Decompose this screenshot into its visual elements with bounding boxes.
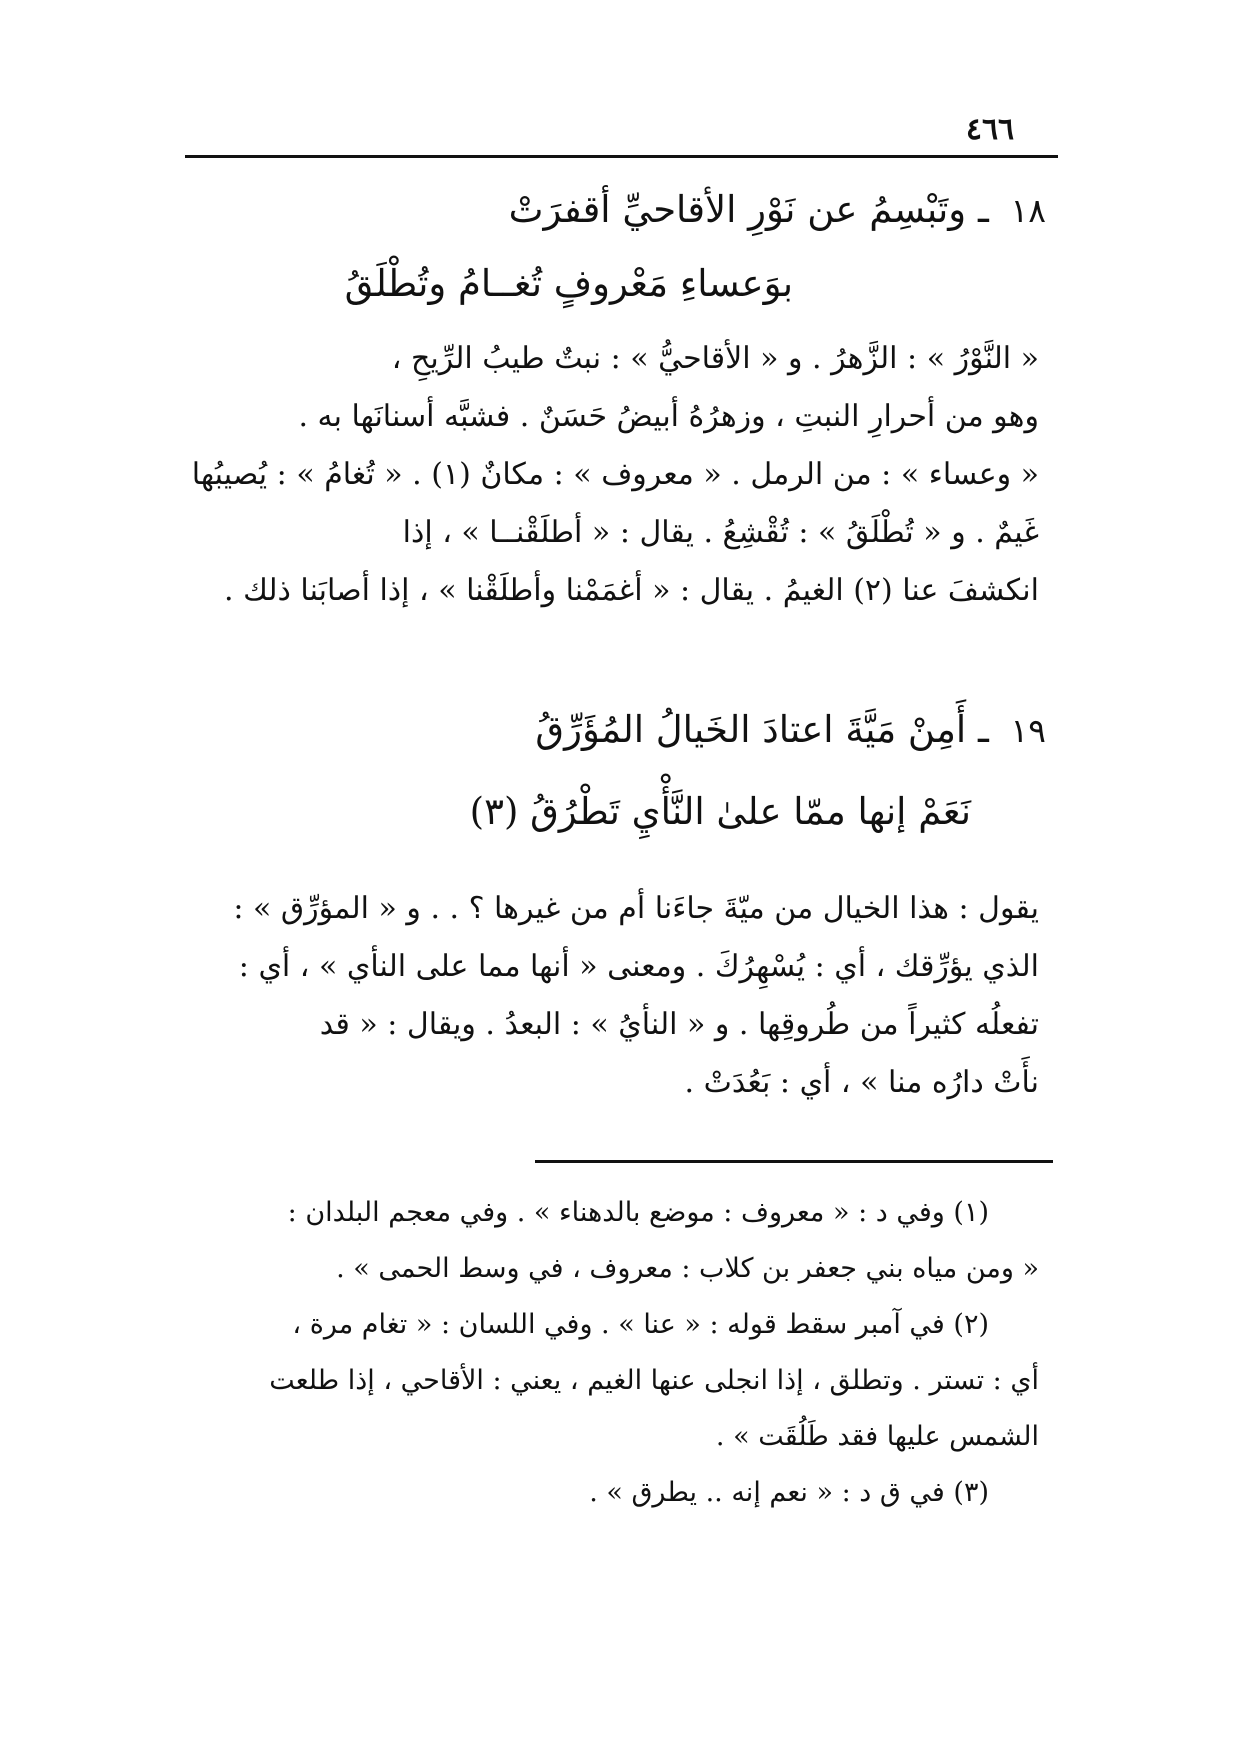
header-rule: [185, 155, 1058, 158]
footnote-line: الشمس عليها فقد طَلُقَت » .: [715, 1421, 1039, 1452]
footnote-1: [182, 1185, 1039, 1297]
verse-number: ١٨: [1010, 191, 1046, 230]
verse-18-line2: بوَعساءِ مَعْروفٍ تُغــامُ وتُطْلَقُ: [344, 262, 793, 305]
commentary-line: وهو من أحرارِ النبتِ ، وزهرُهُ أبيضُ حَسَنٌ . فشبَّه أسنانَها به .: [298, 399, 1039, 434]
commentary-19: [182, 880, 1039, 1112]
footnote-line: (٣) في ق د : « نعم إنه .. يطرق » .: [589, 1477, 989, 1508]
footnote-line: « ومن مياه بني جعفر بن كلاب : معروف ، في وسط الحمى » .: [336, 1253, 1039, 1284]
verse-18-line1: [509, 188, 1046, 231]
footnote-line: (١) وفي د : « معروف : موضع بالدهناء » . وفي معجم البلدان :: [287, 1197, 989, 1228]
verse-dash: ـ: [977, 708, 989, 751]
commentary-line: الذي يؤرِّقك ، أي : يُسْهِرُكَ . ومعنى « أنها مما على النأي » ، أي :: [238, 949, 1039, 984]
footnote-2: [182, 1297, 1039, 1465]
commentary-line: « وعساء » : من الرمل . « معروف » : مكانٌ (١) . « تُغامُ » : يُصيبُها: [191, 457, 1039, 492]
footnote-3: [182, 1465, 1039, 1521]
footnote-line: (٢) في آمبر سقط قوله : « عنا » . وفي اللسان : « تغام مرة ،: [292, 1309, 989, 1340]
footnote-line: أي : تستر . وتطلق ، إذا انجلى عنها الغيم ، يعني : الأقاحي ، إذا طلعت: [269, 1365, 1039, 1396]
footnotes: [182, 1185, 1039, 1521]
verse-dash: ـ: [977, 188, 989, 231]
verse-19-line1: [535, 708, 1046, 751]
page-number: ٤٦٦: [965, 112, 1015, 147]
commentary-18: [182, 330, 1039, 620]
verse-text: أَمِنْ مَيَّةَ اعتادَ الخَيالُ المُؤَرِّقُ: [535, 708, 967, 751]
commentary-line: انكشفَ عنا (٢) الغيمُ . يقال : « أغمَمْنا وأطلَقْنا » ، إذا أصابَنا ذلك .: [224, 573, 1039, 608]
verse-19-line2: نَعَمْ إنها ممّا علىٰ النَّأْيِ تَطْرُقُ (٣): [469, 790, 971, 833]
commentary-line: نأَتْ دارُه منا » ، أي : بَعُدَتْ .: [684, 1065, 1039, 1100]
footnote-rule: [535, 1160, 1053, 1163]
commentary-line: تفعلُه كثيراً من طُروقِها . و « النأيُ » : البعدُ . ويقال : « قد: [319, 1007, 1039, 1042]
commentary-line: يقول : هذا الخيال من ميّةَ جاءَنا أم من غيرها ؟ . . و « المؤرِّق » :: [233, 891, 1039, 926]
verse-text: وتَبْسِمُ عن نَوْرِ الأقاحيِّ أقفرَتْ: [508, 188, 967, 231]
verse-number: ١٩: [1010, 711, 1046, 750]
commentary-line: « النَّوْرُ » : الزَّهرُ . و « الأقاحيُّ » : نبتٌ طيبُ الرِّيحِ ،: [391, 341, 1039, 376]
commentary-line: غَيمٌ . و « تُطْلَقُ » : تُقْشِعُ . يقال : « أطلَقْنــا » ، إذا: [402, 515, 1039, 550]
